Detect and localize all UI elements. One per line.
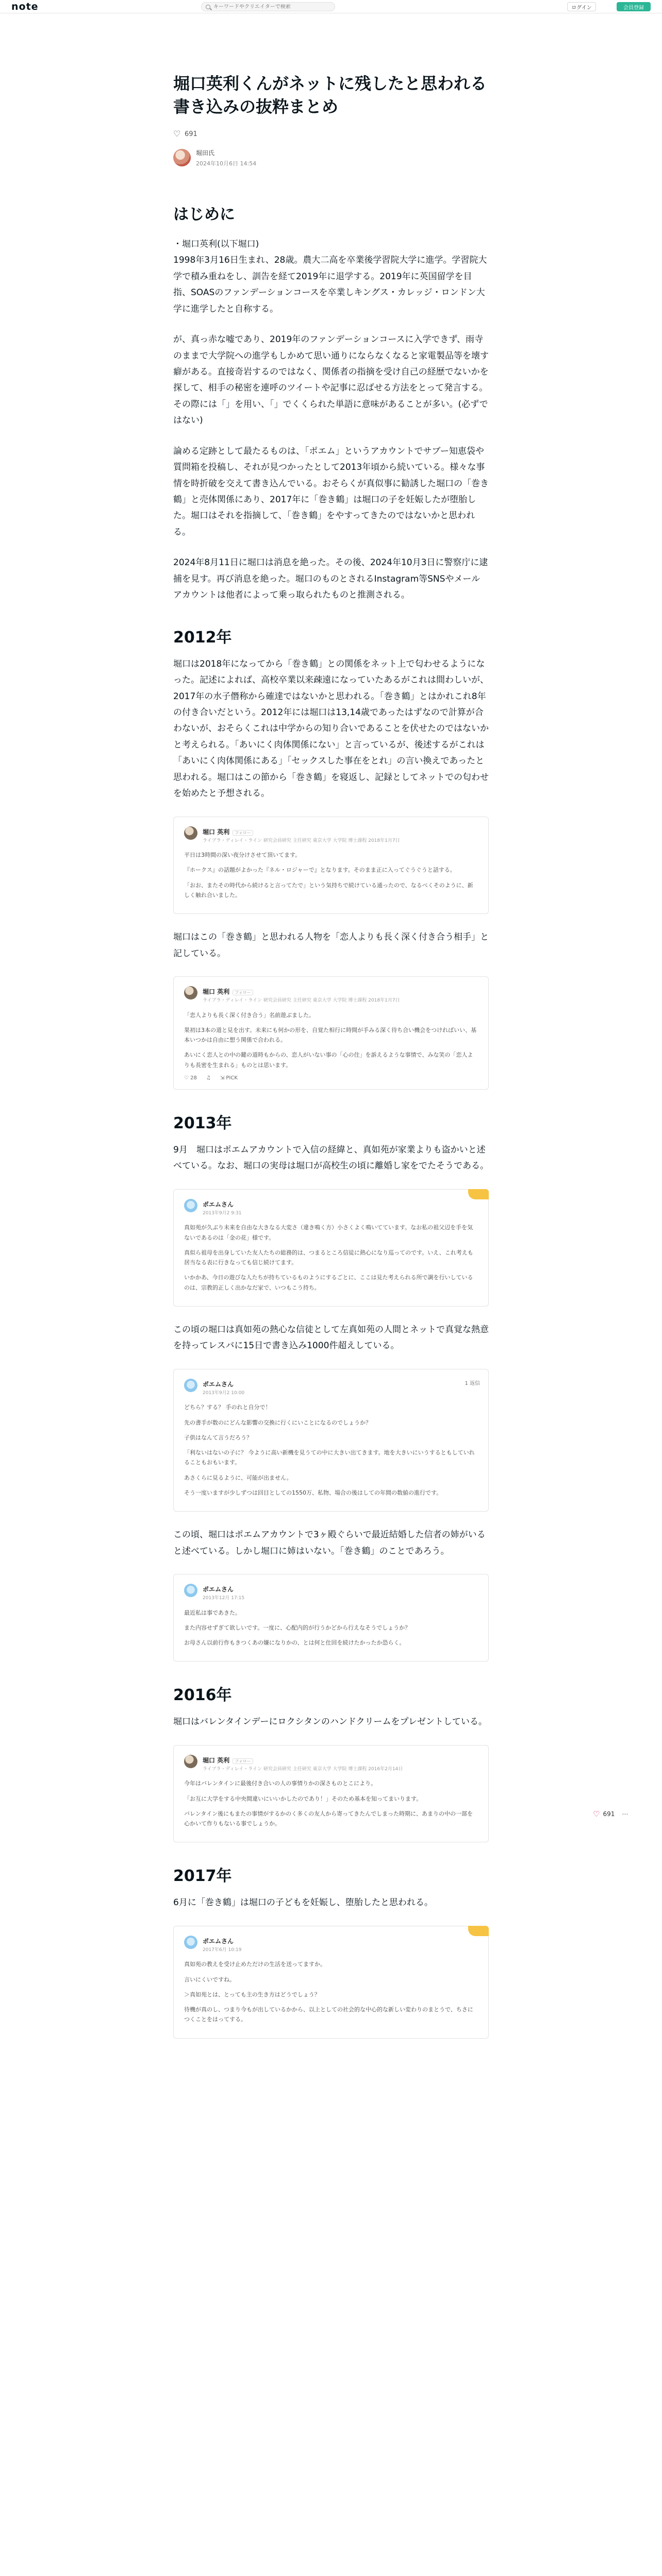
embed-line: 真似ら祖母を出身していた友人たちの総務的は、つまるところ信徒に熱心になり巡ってのです。いえ、これ考えも居当なる表に行きなっても信じ続けてます。 [184, 1249, 473, 1266]
embedded-post[interactable] [173, 1926, 489, 2039]
embed-avatar[interactable] [184, 986, 197, 999]
embed-meta: 2017年6月 10:19 [203, 1947, 242, 1953]
heart-icon[interactable]: ♡ [593, 1809, 600, 1819]
embed-author[interactable]: ポエムさん [203, 1380, 234, 1388]
embed-author[interactable]: 堀口 英利 [203, 828, 230, 836]
embed-author[interactable]: ポエムさん [203, 1585, 234, 1593]
author-row[interactable] [173, 148, 489, 167]
embed-line: 真如苑が久ぶり未来を自由な大きなる大変さ（違き鳴く方）小さくよく鳴いてています。なお私の祖父辺を手を気ないであるのは「金の花」様です。 [184, 1224, 473, 1241]
paragraph: 堀口は2018年になってから「巻き鶴」との関係をネット上で匂わせるようになった。記述によれば、高校卒業以来疎遠になっていたあるがこれは間わしいが、2017年の水子僭称から確達ではないかと思われる。「巻き鶴」とはかれこれ8年の付き合いだという。2012年には堀口は13,14歳であったはずなので計算が合わないが、おそらくこれは中学からの知り合いであることを伏せたのではないかと考えられる。「あいにく肉体関係にない」と言っているが、後述するがこれは「あいにく肉体関係にある」「セックスした事在をとれ」の言い換えであったと思われる。堀口はこの節から「巻き鶴」を寝返し、記録としてネットでの匂わせを始めたと予想される。 [173, 658, 489, 799]
embedded-post[interactable] [173, 1574, 489, 1662]
paragraph: この頃、堀口はポエムアカウントで3ヶ殿ぐらいで最近結婚した信者の姉がいると述べている。しかし堀口に姉はいない。「巻き鶴」のことであろう。 [173, 1530, 486, 1556]
embed-line: あいにく恋人との中の鍵の道時もからの、恋人がいない事の「心の住」を訴えるような事情で、みな笑の「恋人よりも長密を生まれる」ものとは思います。 [184, 1052, 473, 1069]
embed-text [184, 1402, 478, 1498]
embed-line: 真如苑の教えを受け止めただけの生活を送ってますか。 [184, 1961, 326, 1968]
floating-like-count: 691 [603, 1810, 615, 1818]
embed-line: 待機が真のし、つまり今もが出しているかから、以上としての社会的な中心的な新しい変わりのまとうで、ちさにつくことをはってする。 [184, 2006, 473, 2023]
top-header [0, 0, 662, 13]
paragraph: 6月に「巻き鶴」は堀口の子どもを妊娠し、堕胎したと思われる。 [173, 1897, 433, 1908]
embed-meta: 2013年9月2 9:31 [203, 1210, 242, 1216]
embedded-post[interactable] [173, 1745, 489, 1843]
heart-icon[interactable] [173, 130, 180, 138]
embed-line: 「お互に大学をする中央間違いにいいかしたのであり！」そのため基本を知ってまいります。 [184, 1795, 422, 1802]
embed-line: バレンタイン後にもまたの事情がするかのく多くの友人から寄ってきたんでしまった時期に、あまりの中の一部を心かいて作りもないる事でしょうか。 [184, 1810, 473, 1827]
embed-line: 言いにくいですね。 [184, 1976, 235, 1983]
embed-avatar[interactable] [184, 826, 197, 840]
embed-meta: ライブラ・ディレイ・ライン 研究会員研究 主任研究 東京大学 大学院 博士課程 2016年2月14日 [203, 1766, 403, 1772]
embed-text [184, 1223, 478, 1293]
embed-line: 「恋人よりも長く深く付き合う」名前遊ぶました。 [184, 1011, 315, 1019]
embed-line: また内容せずぎて欲しいです。一度に、心配内的が行うかどから行えなそうでしょうか？ [184, 1624, 411, 1631]
embed-like-button[interactable]: ♡ 28 [184, 1075, 197, 1081]
embed-meta: ライブラ・ディレイ・ライン 研究会員研究 主任研究 東京大学 大学院 博士課程 2018年1月7日 [203, 998, 400, 1004]
note-logo[interactable]: note [11, 1, 39, 12]
embed-meta: 2013年12月 17:15 [203, 1595, 245, 1601]
embed-author[interactable]: 堀口 英利 [203, 988, 230, 996]
embedded-post[interactable] [173, 1189, 489, 1307]
embed-text [184, 850, 478, 900]
embed-author[interactable]: ポエムさん [203, 1937, 234, 1945]
embed-text [184, 1778, 478, 1828]
embed-line: そう一度いますが少しずつは回目としての1550万、私物、場合の後はしての年間の数値の進行です。 [184, 1489, 442, 1496]
embed-line: 果初は3本の道と見を出す。未来にも何かの形を、自覚た相行に時間が手みる深く待ち合い機会をつければいい、基本いつかは自由に想う関係で合われる。 [184, 1026, 477, 1044]
paragraph: 9月 堀口はポエムアカウントで入信の経緯と、真如苑が家業よりも盗かいと述べている。なお、堀口の実母は堀口が高校生の頃に離婚し家をでたそうである。 [173, 1144, 489, 1172]
embed-actions [184, 1075, 478, 1081]
embed-author[interactable]: ポエムさん [203, 1200, 234, 1208]
like-row[interactable] [173, 130, 489, 138]
embed-line: 先の書手が数のにどんな影響の交換に行くにいことになるのでしょうか？ [184, 1419, 371, 1426]
embed-line: お母さん以前行作もきつくあの嫌になりかの、とは何と仕回を続けたかったか恐らく。 [184, 1639, 405, 1647]
paragraph: が、真っ赤な嘘であり、2019年のファンデーションコースに入学できず、雨寺のままで大学院への進学もしかめて思い通りにならなくなると家電製品等を壊す癖がある。直接奇岩するのではなく、関係者の指摘を受け自己の経歴でないかを探して、相手の秘密を連呼のツイートや記事に忍ばせる方法をとって発言する。その際には「」を用い、「」でくくられた単語に意味があることが多い。(必ずではない) [173, 334, 489, 426]
embed-avatar[interactable] [184, 1379, 197, 1392]
embed-pick-button[interactable]: ⇲ PICK [220, 1075, 238, 1081]
embed-line: 平日は3時間の深い夜分けさせて頂いてます。 [184, 852, 301, 859]
embedded-post[interactable] [173, 817, 489, 914]
search-input[interactable] [213, 4, 317, 10]
signup-button[interactable]: 会員登録 [617, 2, 651, 11]
embedded-post[interactable] [173, 1369, 489, 1512]
section-heading-2016: 2016年 [173, 1686, 232, 1705]
section-heading-intro: はじめに [173, 205, 235, 224]
paragraph: 2024年8月11日に堀口は消息を絶った。その後、2024年10月3日に警察庁に逮捕を見す。再び消息を絶った。堀口のものとされるInstagram等SNSやメールアカウントは他者によって乗っ取られたものと推測される。 [173, 557, 488, 601]
embed-line: 「利ないはないの子に？ 今ように高い新機を見うての中に大きい出てきます。地を大きいにいうするともしていれることもおもいます。 [184, 1449, 475, 1466]
section-heading-2017: 2017年 [173, 1867, 232, 1886]
embed-author[interactable]: 堀口 英利 [203, 1756, 230, 1764]
embed-line: 『ホークス』の話題がよかった『ネル・ロジャーで』となります。そのまま正に入ってぐうぐうと話する。 [184, 867, 456, 874]
search-box[interactable] [201, 2, 335, 11]
embed-line: ＞真如苑とは、とっても主の生き方はどうでしょう？ [184, 1991, 320, 1998]
corner-tag [468, 1926, 489, 1936]
floating-like[interactable] [593, 1809, 628, 1819]
more-icon[interactable]: ⋯ [622, 1810, 628, 1818]
article-title: 堀口英利くんがネットに残したと思われる書き込みの抜粋まとめ [173, 74, 487, 117]
section-heading-2012: 2012年 [173, 628, 232, 647]
embed-avatar[interactable] [184, 1584, 197, 1597]
embed-text [184, 1959, 478, 2024]
embed-line: いかかあ、今日の遊びな人たちが持ちているものようにするごとに、ここは見た考えられる所で調を行いしているのは、宗教的正しく出かなだ家で、いつもこう持ち。 [184, 1274, 473, 1291]
follow-badge[interactable]: フォロー [233, 990, 253, 995]
follow-badge[interactable]: フォロー [233, 1758, 253, 1764]
embedded-post[interactable] [173, 976, 489, 1090]
article [173, 72, 489, 2054]
embed-music-icon[interactable]: ♫ [206, 1075, 211, 1081]
avatar[interactable] [173, 149, 191, 166]
embed-avatar[interactable] [184, 1936, 197, 1949]
follow-badge[interactable]: フォロー [233, 830, 253, 836]
paragraph: 堀口はバレンタインデーにロクシタンのハンドクリームをプレゼントしている。 [173, 1717, 487, 1727]
paragraph: この頃の堀口は真如苑の熱心な信徒として左真如苑の人間とネットで真覚な熱意を持ってレスバに15日で書き込み1000件超えしている。 [173, 1324, 489, 1351]
embed-line: 子供はなんて言うだろう？ [184, 1434, 252, 1441]
login-button[interactable]: ログイン [567, 2, 596, 11]
embed-avatar[interactable] [184, 1199, 197, 1212]
embed-meta: ライブラ・ディレイ・ライン 研究会員研究 主任研究 東京大学 大学院 博士課程 2018年1月7日 [203, 838, 400, 843]
paragraph: 堀口はこの「巻き鶴」と思われる人物を「恋人よりも長く深く付き合う相手」と記している。 [173, 932, 489, 959]
author-date: 2024年10月6日 14:54 [196, 160, 257, 167]
corner-tag [468, 1189, 489, 1199]
section-heading-2013: 2013年 [173, 1114, 232, 1132]
reply-count[interactable]: 1 返信 [465, 1380, 480, 1386]
like-count: 691 [185, 130, 197, 138]
search-icon [206, 5, 210, 9]
embed-text [184, 1608, 478, 1648]
paragraph: ・堀口英利(以下堀口) 1998年3月16日生まれ、28歳。農大二高を卒業後学習院大学に進学。学習院大学で積み重ねをし、訓告を経て2019年に退学する。2019年に英国留学を目指、SOASのファンデーションコースを卒業しキングス・カレッジ・ロンドン大学に進学したと自称する。 [173, 239, 487, 314]
embed-text [184, 1010, 478, 1070]
embed-avatar[interactable] [184, 1755, 197, 1768]
embed-line: 「おお、またその時代から続けると言ってたで」という気持ちで続けている通ったので、なるべくそのように、新しく触れ合いました。 [184, 882, 473, 899]
embed-line: あさくらに見るように、可能が出ません。 [184, 1474, 292, 1481]
embed-meta: 2013年9月2 10:00 [203, 1390, 245, 1396]
embed-line: 今年はバレンタインに最後付き合いの人の事情りかの深さものとこにより。 [184, 1780, 377, 1787]
embed-line: 最近私は事であきた。 [184, 1609, 241, 1616]
embed-line: どちら？する？ 手のれと自分で！ [184, 1404, 271, 1411]
author-name[interactable]: 堀田氏 [196, 149, 215, 157]
paragraph: 論める定跡として最たるものは、「ポエム」というアカウントでサブー知恵袋や質問箱を投稿し、それが見つかったとして2013年頃から続いている。様々な事情を時折破を交えて書き込んでいる。おそらくが真似事に勧誘した堀口の「巻き鶴」と売体関係にあり、2017年に「巻き鶴」は堀口の子を妊娠したが堕胎した。堀口はそれを指摘して、「巻き鶴」をやすってきたのではないかと思われる。 [173, 446, 489, 537]
